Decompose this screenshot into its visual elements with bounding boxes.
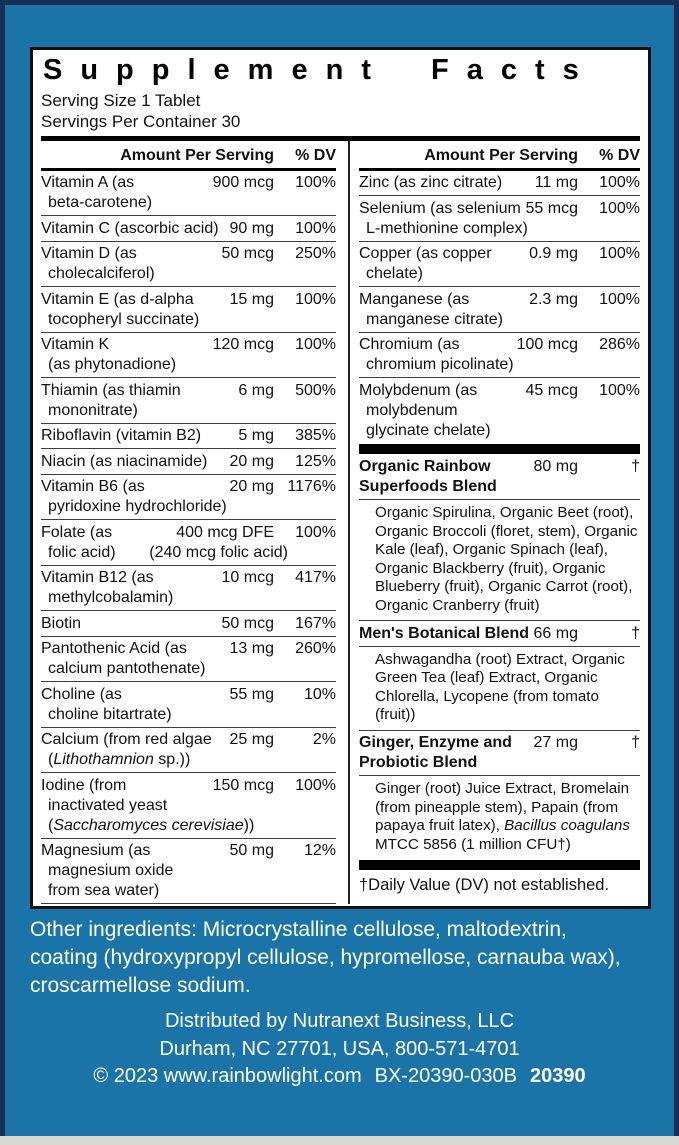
percent-dv-value: 417% (295, 569, 336, 586)
amount-value: 25 mg (229, 731, 274, 748)
amount-value: 55 mcg (525, 199, 578, 217)
amount-value: 900 mcg (212, 174, 274, 191)
nutrient-name: Magnesium (as magnesium oxide from sea water) (41, 842, 174, 899)
nutrient-row (359, 378, 640, 443)
nutrient-name: Choline (as choline bitartrate) (41, 685, 172, 723)
other-ingredients-line: coating (hydroxypropyl cellulose, hypromellose, carnauba wax), (30, 946, 621, 969)
nutrient-name: Vitamin B6 (as pyridoxine hydrochloride) (41, 478, 227, 515)
servings-per-container: Servings Per Container 30 (41, 112, 241, 131)
nutrient-name: Biotin (41, 614, 82, 632)
percent-dv-value: 100% (295, 290, 336, 308)
left-column-header (41, 141, 336, 171)
blend-ingredients: Ashwagandha (root) Extract, Organic Green Tea (leaf) Extract, Organic Chlorella, Lycopene (from tomato (fruit)) (359, 647, 640, 731)
percent-dv-value: 1176% (287, 478, 336, 495)
nutrient-name: Vitamin K (as phytonadione) (41, 336, 177, 373)
nutrient-name: Vitamin A (as beta-carotene) (41, 174, 153, 211)
nutrient-row (41, 216, 336, 242)
percent-dv-value: † (631, 624, 640, 642)
nutrient-row (41, 378, 336, 424)
nutrient-name: Ginger, Enzyme and Probiotic Blend (359, 734, 512, 771)
nutrient-name: Vitamin E (as d-alpha tocopheryl succinate) (41, 290, 200, 328)
serving-size: Serving Size 1 Tablet (41, 91, 201, 110)
amount-value: 13 mg (229, 640, 274, 657)
amount-value: 20 mg (229, 452, 274, 470)
nutrient-row (41, 242, 336, 288)
right-column-header (359, 141, 640, 171)
nutrient-name: Iodine (from inactivated yeast (Saccharomyces cerevisiae)) (41, 776, 255, 834)
nutrient-row (41, 728, 336, 774)
nutrient-row (359, 287, 640, 333)
amount-secondary-value: (240 mcg folic acid) (149, 543, 288, 561)
nutrient-table (41, 141, 640, 905)
percent-dv-value: 100% (295, 336, 336, 353)
nutrient-name: Calcium (from red algae (Lithothamnion sp.)) (41, 731, 212, 768)
amount-value: 90 mg (229, 219, 274, 237)
amount-value: 400 mcg DFE (176, 523, 274, 541)
nutrient-name: Vitamin B12 (as methylcobalamin) (41, 569, 174, 606)
item-code: 20390 (529, 1065, 586, 1087)
distributor-info (0, 1008, 679, 1091)
nutrient-row (41, 287, 336, 333)
nutrient-name: Organic Rainbow Superfoods Blend (359, 458, 497, 495)
nutrient-row (41, 449, 336, 475)
nutrient-row (41, 566, 336, 612)
nutrient-row (41, 611, 336, 637)
nutrient-row (41, 424, 336, 450)
percent-dv-value: † (631, 458, 640, 475)
copyright-text: © 2023 www.rainbowlight.com (93, 1065, 362, 1087)
amount-value: 15 mg (229, 290, 274, 308)
blend-ingredients: Ginger (root) Juice Extract, Bromelain (from pineapple stem), Papain (from papaya fruit latex), Bacillus coagulans MTCC 5856 (1 million CFU†) (375, 780, 630, 853)
percent-dv-value: 100% (295, 174, 336, 191)
amount-value: 10 mcg (221, 569, 274, 586)
nutrient-name: Folate (as folic acid) (41, 523, 116, 561)
percent-dv-value: 385% (295, 427, 336, 444)
percent-dv-value: 100% (599, 199, 640, 217)
separator-bar (359, 444, 640, 454)
right-column-rows (359, 171, 640, 896)
blend-row (359, 455, 640, 501)
nutrient-row (359, 333, 640, 379)
amount-value: 2.3 mg (529, 290, 578, 308)
blend-ingredients: Organic Spirulina, Organic Beet (root), Organic Broccoli (floret, stem), Organic Kale (leaf), Organic Spinach (leaf), Organic Blackberry (fruit), Organic Blueberry (fruit), Organic Carrot (root), Organic Cranberry (fruit) (359, 500, 640, 621)
nutrient-row (41, 333, 336, 379)
nutrient-name: Copper (as copper chelate) (359, 245, 492, 282)
nutrient-row (41, 773, 336, 839)
amount-value: 120 mcg (212, 336, 274, 353)
separator-bar (359, 860, 640, 870)
percent-dv-value: 100% (599, 290, 640, 308)
nutrient-name: Selenium (as selenium L-methionine complex) (359, 199, 528, 237)
nutrient-row (41, 637, 336, 683)
nutrient-name: Molybdenum (as molybdenum glycinate chelate) (359, 381, 491, 439)
percent-dv-value: 100% (295, 776, 336, 794)
percent-dv-value: 100% (599, 174, 640, 191)
percent-dv-header: % DV (295, 146, 336, 164)
amount-value: 45 mcg (525, 381, 578, 399)
amount-value: 5 mg (238, 427, 274, 444)
nutrient-row (359, 171, 640, 197)
percent-dv-value: 12% (303, 842, 336, 859)
nutrient-name: Niacin (as niacinamide) (41, 452, 208, 470)
nutrient-row (41, 839, 336, 905)
amount-value: 50 mcg (221, 245, 274, 262)
other-ingredients-line: Other ingredients: Microcrystalline cellulose, maltodextrin, (30, 918, 567, 941)
nutrient-name: Vitamin C (ascorbic acid) (41, 219, 219, 237)
percent-dv-header: % DV (599, 146, 640, 164)
amount-value: 6 mg (238, 381, 274, 399)
blend-row (359, 621, 640, 647)
percent-dv-value: † (631, 734, 640, 751)
percent-dv-value: 10% (303, 685, 336, 703)
nutrient-row (41, 171, 336, 217)
nutrient-row (359, 242, 640, 288)
nutrient-name: Manganese (as manganese citrate) (359, 290, 503, 328)
blend-row (359, 731, 640, 777)
other-ingredients-line: croscarmellose sodium. (30, 974, 251, 997)
amount-value: 150 mcg (212, 776, 274, 794)
panel-title: Supplement Facts (43, 54, 597, 86)
nutrient-name: Thiamin (as thiamin mononitrate) (41, 381, 181, 419)
nutrient-row (41, 682, 336, 728)
left-column (41, 141, 348, 905)
amount-value: 27 mg (533, 734, 578, 751)
percent-dv-value: 100% (599, 381, 640, 399)
percent-dv-value: 100% (295, 219, 336, 237)
amount-per-serving-header: Amount Per Serving (120, 146, 274, 164)
nutrient-row (41, 520, 336, 566)
nutrient-name: Pantothenic Acid (as calcium pantothenate) (41, 640, 206, 677)
distributor-line: Distributed by Nutranext Business, LLC (164, 1010, 515, 1032)
other-ingredients (30, 916, 621, 1000)
supplement-facts-panel (30, 47, 651, 909)
amount-value: 50 mcg (221, 614, 274, 632)
amount-value: 80 mg (533, 458, 578, 475)
percent-dv-value: 125% (295, 452, 336, 470)
nutrient-name: Zinc (as zinc citrate) (359, 174, 503, 191)
amount-value: 50 mg (229, 842, 274, 859)
nutrient-name: Chromium (as chromium picolinate) (359, 336, 514, 373)
percent-dv-value: 250% (295, 245, 336, 262)
amount-value: 20 mg (229, 478, 274, 495)
percent-dv-value: 286% (599, 336, 640, 353)
label-bottom-edge (0, 1136, 679, 1145)
copyright-line (0, 1063, 679, 1091)
amount-per-serving-header: Amount Per Serving (424, 146, 578, 164)
amount-value: 55 mg (229, 685, 274, 703)
nutrient-name: Men's Botanical Blend (359, 624, 530, 642)
address-line: Durham, NC 27701, USA, 800-571-4701 (159, 1037, 520, 1060)
nutrient-name: Vitamin D (as cholecalciferol) (41, 245, 155, 282)
amount-value: 66 mg (533, 624, 578, 642)
nutrient-name: Riboflavin (vitamin B2) (41, 427, 202, 444)
amount-value: 11 mg (534, 174, 578, 191)
percent-dv-value: 2% (312, 731, 336, 748)
batch-code: BX-20390-030B (374, 1065, 517, 1087)
left-column-rows (41, 171, 336, 905)
right-column (348, 141, 640, 905)
percent-dv-value: 500% (295, 381, 336, 399)
percent-dv-value: 167% (295, 614, 336, 632)
percent-dv-value: 100% (599, 245, 640, 262)
amount-value: 0.9 mg (529, 245, 578, 262)
nutrient-row (41, 475, 336, 521)
daily-value-footnote: †Daily Value (DV) not established. (359, 876, 610, 894)
percent-dv-value: 260% (295, 640, 336, 657)
percent-dv-value: 100% (295, 523, 336, 541)
amount-value: 100 mcg (516, 336, 578, 353)
nutrient-row (359, 196, 640, 242)
